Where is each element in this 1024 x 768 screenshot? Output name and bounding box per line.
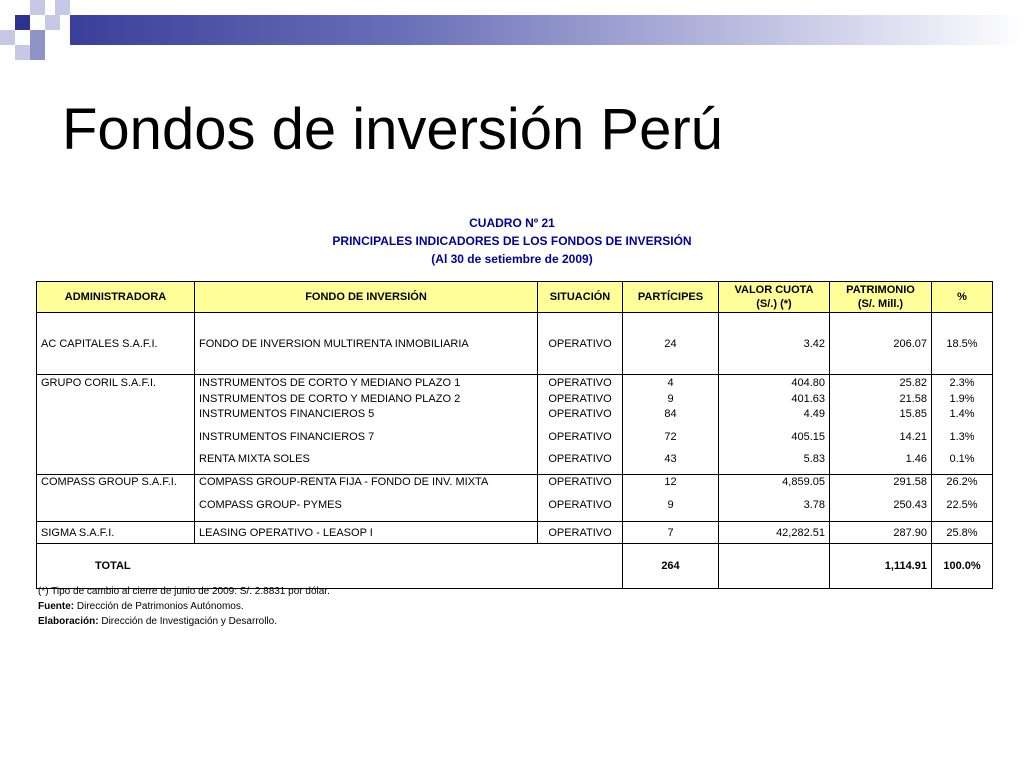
cell-administradora: AC CAPITALES S.A.F.I. bbox=[37, 313, 195, 375]
cell-pct bbox=[932, 375, 993, 475]
situacion-value: OPERATIVO bbox=[548, 392, 612, 405]
patrimonio-value: 15.85 bbox=[899, 408, 927, 420]
fondo-name: INSTRUMENTOS DE CORTO Y MEDIANO PLAZO 2 bbox=[199, 392, 461, 405]
participes-value: 9 bbox=[667, 392, 674, 405]
cell-total-valor-cuota bbox=[719, 544, 830, 589]
valor-cuota-value: 4,859.05 bbox=[782, 476, 825, 488]
participes-value: 43 bbox=[664, 453, 677, 465]
elaboration-label: Elaboración: bbox=[38, 616, 99, 627]
participes-value: 84 bbox=[664, 408, 677, 420]
participes-value: 4 bbox=[667, 377, 674, 389]
cell-fondo bbox=[195, 375, 538, 475]
cell-valor-cuota: 42,282.51 bbox=[719, 522, 830, 544]
cell-administradora: SIGMA S.A.F.I. bbox=[37, 522, 195, 544]
cell-participes: 7 bbox=[623, 522, 719, 544]
valor-cuota-value: 404.80 bbox=[791, 377, 825, 389]
patrimonio-value: 25.82 bbox=[899, 377, 927, 389]
header-valor-cuota-line2: (S/.) (*) bbox=[756, 298, 792, 310]
cell-situacion bbox=[538, 375, 623, 475]
cell-administradora bbox=[37, 375, 195, 475]
cell-total-participes: 264 bbox=[623, 544, 719, 589]
cell-fondo bbox=[195, 475, 538, 522]
cell-fondo: LEASING OPERATIVO - LEASOP I bbox=[195, 522, 538, 544]
cell-total-label: TOTAL bbox=[37, 544, 623, 589]
fondo-name: COMPASS GROUP- PYMES bbox=[199, 498, 342, 511]
participes-value: 72 bbox=[664, 430, 677, 443]
administradora-name: COMPASS GROUP S.A.F.I. bbox=[41, 476, 177, 488]
cell-patrimonio bbox=[830, 375, 932, 475]
source-note bbox=[38, 599, 330, 614]
cell-patrimonio bbox=[830, 475, 932, 522]
patrimonio-value: 1.46 bbox=[905, 453, 927, 465]
valor-cuota-value: 401.63 bbox=[791, 392, 825, 405]
situacion-value: OPERATIVO bbox=[548, 430, 612, 443]
cell-situacion: OPERATIVO bbox=[538, 313, 623, 375]
table-caption-date: (Al 30 de setiembre de 2009) bbox=[431, 252, 593, 266]
cell-fondo: FONDO DE INVERSION MULTIRENTA INMOBILIARIA bbox=[195, 313, 538, 375]
cell-patrimonio: 287.90 bbox=[830, 522, 932, 544]
cell-pct bbox=[932, 475, 993, 522]
header-patrimonio bbox=[830, 282, 932, 313]
fondo-name: RENTA MIXTA SOLES bbox=[199, 453, 310, 465]
table-caption-title: PRINCIPALES INDICADORES DE LOS FONDOS DE INVERSIÓN bbox=[332, 234, 692, 248]
pct-value: 2.3% bbox=[949, 377, 975, 389]
elaboration-text: Dirección de Investigación y Desarrollo. bbox=[98, 616, 277, 627]
header-participes: PARTÍCIPES bbox=[623, 282, 719, 313]
header-fondo: FONDO DE INVERSIÓN bbox=[195, 282, 538, 313]
table-notes bbox=[38, 584, 330, 629]
slide-decoration bbox=[0, 0, 1024, 70]
cell-valor-cuota bbox=[719, 375, 830, 475]
table-row bbox=[37, 375, 993, 475]
cell-participes bbox=[623, 375, 719, 475]
footnote: (*) Tipo de cambio al cierre de junio de 2009: S/. 2.8831 por dólar. bbox=[38, 586, 330, 597]
situacion-value: OPERATIVO bbox=[548, 453, 612, 465]
fondo-name: INSTRUMENTOS FINANCIEROS 5 bbox=[199, 408, 375, 420]
cell-participes bbox=[623, 475, 719, 522]
table-row bbox=[37, 313, 993, 375]
header-pct: % bbox=[932, 282, 993, 313]
deco-square bbox=[0, 30, 15, 45]
deco-square bbox=[30, 45, 45, 60]
total-row bbox=[37, 544, 993, 589]
pct-value: 1.3% bbox=[949, 430, 975, 443]
funds-table bbox=[36, 281, 993, 589]
cell-pct: 18.5% bbox=[932, 313, 993, 375]
pct-value: 0.1% bbox=[949, 453, 975, 465]
deco-square bbox=[55, 0, 70, 15]
header-patrimonio-line1: PATRIMONIO bbox=[846, 284, 915, 296]
fondo-name: INSTRUMENTOS DE CORTO Y MEDIANO PLAZO 1 bbox=[199, 377, 461, 389]
cell-patrimonio: 206.07 bbox=[830, 313, 932, 375]
fondo-name: INSTRUMENTOS FINANCIEROS 7 bbox=[199, 430, 375, 443]
header-gradient-bar bbox=[70, 15, 1024, 45]
situacion-value: OPERATIVO bbox=[548, 377, 612, 389]
cell-pct: 25.8% bbox=[932, 522, 993, 544]
situacion-value: OPERATIVO bbox=[548, 498, 612, 511]
valor-cuota-value: 4.49 bbox=[803, 408, 825, 420]
valor-cuota-value: 405.15 bbox=[791, 430, 825, 443]
pct-value: 22.5% bbox=[946, 498, 978, 511]
cell-situacion: OPERATIVO bbox=[538, 522, 623, 544]
situacion-value: OPERATIVO bbox=[548, 408, 612, 420]
table-header-row bbox=[37, 282, 993, 313]
cell-valor-cuota: 3.42 bbox=[719, 313, 830, 375]
deco-square bbox=[0, 0, 15, 15]
pct-value: 1.4% bbox=[949, 408, 975, 420]
pct-value: 26.2% bbox=[946, 476, 978, 488]
valor-cuota-value: 3.78 bbox=[803, 498, 825, 511]
valor-cuota-value: 5.83 bbox=[803, 453, 825, 465]
cell-valor-cuota bbox=[719, 475, 830, 522]
header-administradora: ADMINISTRADORA bbox=[37, 282, 195, 313]
table-caption-number: CUADRO Nº 21 bbox=[469, 216, 555, 230]
table-row bbox=[37, 522, 993, 544]
administradora-name: GRUPO CORIL S.A.F.I. bbox=[41, 377, 157, 389]
cell-administradora bbox=[37, 475, 195, 522]
patrimonio-value: 250.43 bbox=[893, 498, 927, 511]
deco-square bbox=[15, 15, 30, 30]
header-patrimonio-line2: (S/. Mill.) bbox=[857, 298, 904, 310]
participes-value: 9 bbox=[667, 498, 674, 511]
fondo-name: COMPASS GROUP-RENTA FIJA - FONDO DE INV. MIXTA bbox=[199, 476, 489, 488]
page-title: Fondos de inversión Perú bbox=[62, 97, 723, 162]
table-row bbox=[37, 475, 993, 522]
deco-square bbox=[45, 15, 60, 30]
cell-participes: 24 bbox=[623, 313, 719, 375]
deco-square bbox=[30, 30, 45, 45]
header-valor-cuota bbox=[719, 282, 830, 313]
deco-square bbox=[15, 45, 30, 60]
cell-situacion bbox=[538, 475, 623, 522]
source-text: Dirección de Patrimonios Autónomos. bbox=[74, 601, 244, 612]
pct-value: 1.9% bbox=[949, 392, 975, 405]
header-valor-cuota-line1: VALOR CUOTA bbox=[734, 284, 814, 296]
participes-value: 12 bbox=[664, 476, 677, 488]
patrimonio-value: 21.58 bbox=[899, 392, 927, 405]
elaboration-note bbox=[38, 614, 330, 629]
cell-total-pct: 100.0% bbox=[932, 544, 993, 589]
cell-total-patrimonio: 1,114.91 bbox=[830, 544, 932, 589]
patrimonio-value: 291.58 bbox=[893, 476, 927, 488]
source-label: Fuente: bbox=[38, 601, 75, 612]
patrimonio-value: 14.21 bbox=[899, 430, 927, 443]
deco-square bbox=[30, 0, 45, 15]
header-situacion: SITUACIÓN bbox=[538, 282, 623, 313]
situacion-value: OPERATIVO bbox=[548, 476, 612, 488]
